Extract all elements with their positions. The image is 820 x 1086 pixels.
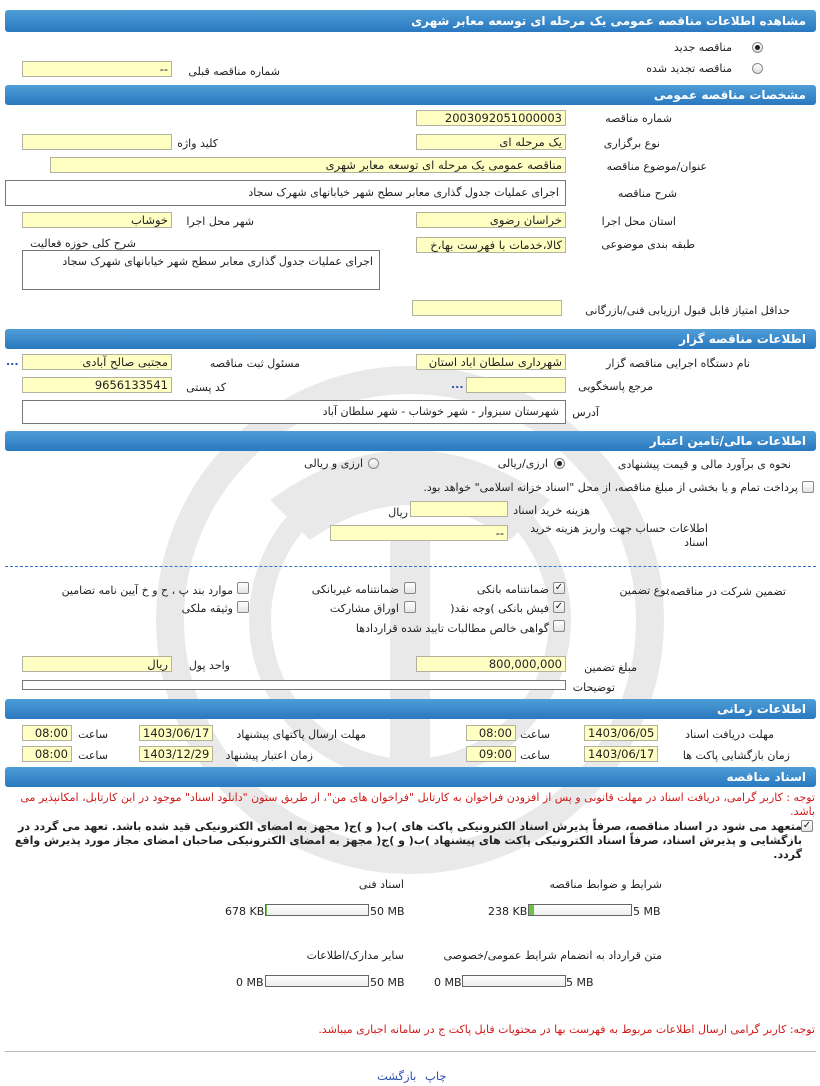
chk-bonds[interactable] (404, 601, 416, 613)
opening-time: 09:00 (466, 746, 516, 762)
doc-receive-date: 1403/06/05 (584, 725, 658, 741)
guarantee-type-label: نوع تضمین (619, 584, 669, 597)
prev-number-label: شماره مناقصه قبلی (188, 65, 280, 78)
file-technical-label: اسناد فنی (358, 878, 404, 891)
opening-date: 1403/06/17 (584, 746, 658, 762)
submit-time-label: ساعت (78, 728, 108, 741)
registrar-field: مجتبی صالح آبادی (22, 354, 172, 370)
file-contract-max: 5 MB (566, 976, 594, 989)
validity-label: زمان اعتبار پیشنهاد (225, 749, 313, 762)
bank-guarantee-label: ضمانتنامه بانکی (476, 583, 549, 596)
doc-cost-unit: ریال (388, 506, 408, 519)
radio-estimate-both[interactable] (368, 458, 379, 469)
min-score-field (412, 300, 562, 316)
postal-code-label: کد پستی (186, 381, 226, 394)
file-contract-used: 0 MB (434, 976, 462, 989)
currency-label: واحد پول (188, 659, 230, 672)
chk-nonbank-guarantee[interactable] (404, 582, 416, 594)
new-tender-label: مناقصه جدید (673, 41, 732, 54)
section-general (5, 85, 816, 105)
address-label: آدرس (572, 406, 599, 419)
respondent-field (466, 377, 566, 393)
radio-new-tender[interactable] (752, 42, 763, 53)
postal-code-field: 9656133541 (22, 377, 172, 393)
submit-date: 1403/06/17 (139, 725, 213, 741)
file-contract-progress (462, 975, 566, 987)
file-technical-progress-fill (266, 905, 267, 915)
estimate-both-label: ارزی و ریالی (304, 457, 363, 470)
file-technical-progress (265, 904, 369, 916)
file-terms-used: 238 KB (488, 905, 528, 918)
description-label: شرح مناقصه (617, 187, 677, 200)
renewed-tender-label: مناقصه تجدید شده (646, 62, 732, 75)
doc-cost-label: هزینه خرید اسناد (513, 504, 590, 517)
file-other-max: 50 MB (370, 976, 405, 989)
chk-regulation-items[interactable] (237, 582, 249, 594)
province-label: استان محل اجرا (601, 215, 676, 228)
organization-field: شهرداری سلطان اباد استان (416, 354, 566, 370)
section-documents (5, 767, 816, 787)
bank-receipt-label: فیش بانکی )وجه نقد( (450, 602, 549, 615)
activity-box: اجرای عملیات جدول گذاری معابر سطح شهر خیابانهای شهرک سجاد (22, 250, 380, 290)
chk-bank-guarantee[interactable]: ✓ (554, 582, 564, 593)
registrar-more-link[interactable]: ... (6, 355, 19, 368)
property-collateral-label: وثیقه ملکی (181, 602, 233, 615)
prev-number-field: -- (22, 61, 172, 77)
regulation-items-label: موارد بند پ ، ح و خ آیین نامه تضامین (61, 584, 233, 597)
file-technical-used: 678 KB (225, 905, 265, 918)
page-title: مشاهده اطلاعات مناقصه عمومی یک مرحله ای توسعه معابر شهری (411, 14, 806, 28)
description-box: اجرای عملیات جدول گذاری معابر سطح شهر خیابانهای شهرک سجاد (5, 180, 566, 206)
activity-label: شرح کلی حوزه فعالیت (30, 237, 136, 250)
file-other-used: 0 MB (236, 976, 264, 989)
file-terms-label: شرایط و ضوابط مناقصه (549, 878, 662, 891)
footer-divider (5, 1051, 816, 1052)
file-contract-label: متن قرارداد به انضمام شرایط عمومی/خصوصی (443, 949, 662, 962)
guarantee-title: تضمین شرکت در مناقصه: (666, 585, 786, 598)
section-timing-title: اطلاعات زمانی (717, 702, 806, 716)
notes-label: توضیحات (572, 681, 615, 694)
chk-bank-receipt[interactable]: ✓ (554, 601, 564, 612)
currency-field: ریال (22, 656, 172, 672)
keyword-field (22, 134, 172, 150)
section-timing (5, 699, 816, 719)
respondent-more-link[interactable]: ... (451, 378, 464, 391)
respondent-label: مرجع پاسخگویی (578, 380, 653, 393)
keyword-label: کلید واژه (177, 137, 218, 150)
notes-box (22, 680, 566, 690)
section-general-title: مشخصات مناقصه عمومی (653, 88, 806, 102)
address-box: شهرستان سبزوار - شهر خوشاب - شهر سلطان آباد (22, 400, 566, 424)
min-score-label: حداقل امتیاز قابل قبول ارزیابی فنی/بازرگانی (585, 304, 790, 317)
guarantee-amount-field: 800,000,000 (416, 656, 566, 672)
account-field: -- (330, 525, 508, 541)
doc-cost-field (410, 501, 508, 517)
validity-date: 1403/12/29 (139, 746, 213, 762)
guarantee-amount-label: مبلغ تضمین (584, 661, 637, 674)
treasury-text: پرداخت تمام و یا بخشی از مبلغ مناقصه، از محل "اسناد خزانه اسلامی" خواهد بود. (423, 481, 798, 494)
file-other-label: سایر مدارک/اطلاعات (306, 949, 404, 962)
chk-property-collateral[interactable] (237, 601, 249, 613)
registrar-label: مسئول ثبت مناقصه (209, 357, 300, 370)
doc-receive-time-label: ساعت (520, 728, 550, 741)
file-terms-max: 5 MB (633, 905, 661, 918)
tender-number-label: شماره مناقصه (605, 112, 672, 125)
province-field: خراسان رضوی (416, 212, 566, 228)
opening-time-label: ساعت (520, 749, 550, 762)
commit-text: متعهد می شود در اسناد مناقصه، صرفاً پذیرش اسناد الکترونیکی پاکت های )ب( و )ج( مجهز به امضای الکترونیکی قید شده باشد. تعهد می گردد در بازگشایی و پذیرش اسناد، صرفاً اسناد الکترونیکی پاکت های پیشنهاد )ب( و )ج( مجهز به امضای الکترونیکی صاحبان امضای مجاز مورد پذیرش واقع گردد. (14, 820, 802, 861)
file-terms-progress-fill (529, 905, 534, 915)
section-documents-title: اسناد مناقصه (726, 770, 806, 784)
nonbank-guarantee-label: ضمانتنامه غیربانکی (311, 583, 399, 596)
category-field: کالا،خدمات با فهرست بها،خ (416, 237, 566, 253)
treasury-checkbox[interactable] (802, 481, 814, 493)
section-finance-title: اطلاعات مالی/تامین اعتبار (649, 434, 806, 448)
estimate-label: نحوه ی برآورد مالی و قیمت پیشنهادی (617, 458, 791, 471)
section-organizer (5, 329, 816, 349)
divider-dashed (5, 566, 816, 567)
page-header (5, 10, 816, 32)
opening-label: زمان بازگشایی پاکت ها (682, 749, 790, 762)
section-organizer-title: اطلاعات مناقصه گزار (679, 332, 806, 346)
chk-claims-cert[interactable] (553, 620, 565, 632)
radio-estimate-rial[interactable] (554, 458, 565, 469)
holding-type-label: نوع برگزاری (603, 137, 660, 150)
subject-field: مناقصه عمومی یک مرحله ای توسعه معابر شهری (50, 157, 566, 173)
doc-receive-label: مهلت دریافت اسناد (685, 728, 774, 741)
file-terms-progress (528, 904, 632, 916)
radio-renewed-tender[interactable] (752, 63, 763, 74)
estimate-rial-label: ارزی/ریالی (497, 457, 548, 470)
price-list-note: توجه: کاربر گرامی ارسال اطلاعات مربوط به فهرست بها در محتویات فایل پاکت ج در سامانه اجباری میباشد. (318, 1023, 815, 1036)
holding-type-field: یک مرحله ای (416, 134, 566, 150)
submit-label: مهلت ارسال پاکتهای پیشنهاد (236, 728, 366, 741)
back-link[interactable]: بازگشت (377, 1069, 417, 1083)
print-link[interactable]: چاپ (425, 1069, 447, 1083)
tender-number-field: 2003092051000003 (416, 110, 566, 126)
city-label: شهر محل اجرا (186, 215, 254, 228)
file-other-progress (265, 975, 369, 987)
claims-cert-label: گواهی خالص مطالبات تایید شده قراردادها (355, 622, 549, 635)
file-technical-max: 50 MB (370, 905, 405, 918)
city-field: خوشاب (22, 212, 172, 228)
organization-label: نام دستگاه اجرایی مناقصه گزار (606, 357, 750, 370)
bonds-label: اوراق مشارکت (329, 602, 399, 615)
category-label: طبقه بندی موضوعی (601, 238, 695, 251)
commit-checkbox[interactable]: ✓ (802, 820, 812, 831)
doc-receive-time: 08:00 (466, 725, 516, 741)
validity-time: 08:00 (22, 746, 72, 762)
section-finance (5, 431, 816, 451)
submit-time: 08:00 (22, 725, 72, 741)
documents-note: توجه : کاربر گرامی، دریافت اسناد در مهلت قانونی و پس از افزودن فراخوان به کارتابل "فراخوان های من"، از طریق ستون "دانلود اسناد" موجود در این کارتابل، امکانپذیر می باشد. (20, 791, 815, 818)
account-label: اطلاعات حساب جهت واریز هزینه خرید اسناد (530, 522, 708, 549)
validity-time-label: ساعت (78, 749, 108, 762)
subject-label: عنوان/موضوع مناقصه (606, 160, 707, 173)
